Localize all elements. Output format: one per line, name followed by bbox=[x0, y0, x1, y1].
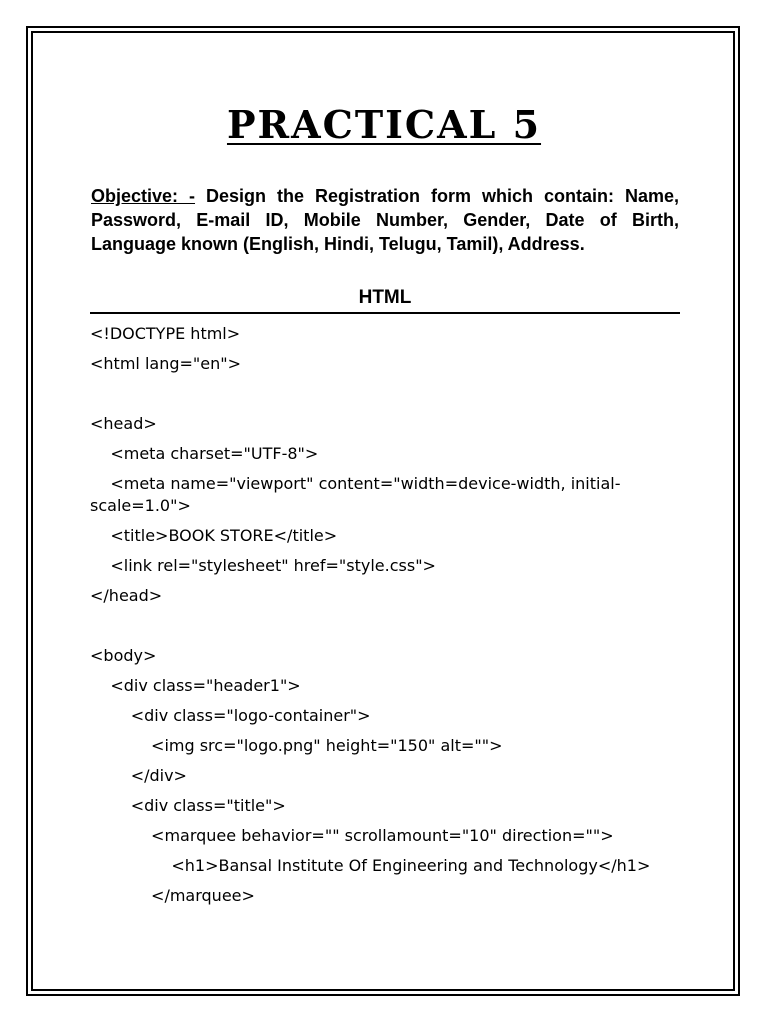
code-line: <head> bbox=[90, 414, 157, 433]
code-line: </marquee> bbox=[90, 886, 255, 905]
code-line bbox=[90, 611, 690, 641]
code-listing bbox=[90, 319, 690, 911]
code-line: <html lang="en"> bbox=[90, 354, 241, 373]
objective-label: Objective: - bbox=[91, 186, 196, 206]
objective-text: Design the Registration form which contain: Name, Password, E-mail ID, Mobile Number, Gender, Date of Birth, Language known (English, Hindi, Telugu, Tamil), Address. bbox=[91, 186, 679, 254]
code-line: <meta name="viewport" content="width=device-width, initial-scale=1.0"> bbox=[90, 474, 621, 515]
code-line: <img src="logo.png" height="150" alt=""> bbox=[90, 736, 503, 755]
code-line bbox=[90, 379, 690, 409]
code-line: </head> bbox=[90, 586, 163, 605]
code-line: <marquee behavior="" scrollamount="10" direction=""> bbox=[90, 826, 614, 845]
code-line: <body> bbox=[90, 646, 157, 665]
code-line: <div class="title"> bbox=[90, 796, 286, 815]
code-line: <meta charset="UTF-8"> bbox=[90, 444, 319, 463]
code-line: </div> bbox=[90, 766, 187, 785]
code-line: <link rel="stylesheet" href="style.css"> bbox=[90, 556, 436, 575]
objective-paragraph bbox=[91, 184, 679, 256]
code-line: <!DOCTYPE html> bbox=[90, 324, 241, 343]
code-line: <h1>Bansal Institute Of Engineering and Technology</h1> bbox=[90, 856, 651, 875]
code-line: <title>BOOK STORE</title> bbox=[90, 526, 338, 545]
code-line: <div class="header1"> bbox=[90, 676, 301, 695]
code-line: <div class="logo-container"> bbox=[90, 706, 371, 725]
page-title-text: PRACTICAL 5 bbox=[226, 102, 542, 147]
section-heading: HTML bbox=[90, 287, 680, 314]
page-title bbox=[0, 102, 768, 147]
